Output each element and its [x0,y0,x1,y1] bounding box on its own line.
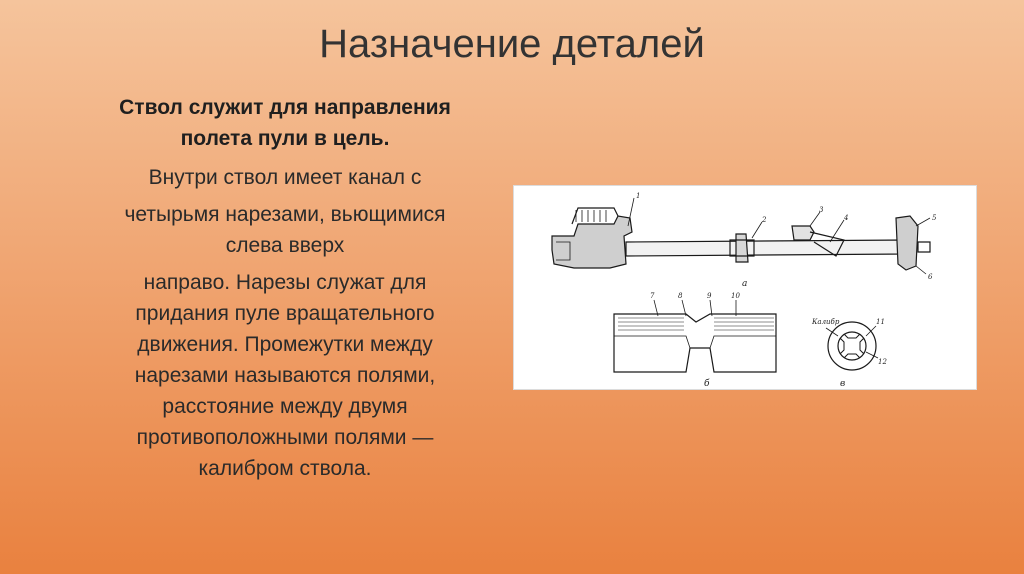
part-label-7: 7 [650,292,655,300]
caliber-label: Калибр [812,318,840,326]
caption-b: б [704,379,710,389]
barrel-diagram [513,185,977,390]
barrel-drawing [514,186,976,389]
body-line-9: противоположными полями — [136,426,434,449]
body-line-10: калибром ствола. [198,457,372,480]
body-line-5: придания пуле вращательного [135,302,435,325]
part-label-9: 9 [707,292,712,300]
part-label-1: 1 [636,192,641,200]
body-line-6: движения. Промежутки между [137,333,433,356]
part-label-8: 8 [678,292,683,300]
body-line-4: направо. Нарезы служат для [143,271,427,294]
part-label-10: 10 [731,292,740,300]
part-label-11: 11 [876,318,885,326]
part-label-2: 2 [762,216,767,224]
part-label-4: 4 [844,214,849,222]
text-block [60,92,510,484]
body-line-7: нарезами называются полями, [134,364,436,387]
part-label-12: 12 [878,358,887,366]
body-line-3: слева вверх [225,234,345,257]
bore-cross-section-view [826,322,878,370]
caption-v: в [840,379,846,389]
slide-title: Назначение деталей [319,22,705,66]
body-line-1: Внутри ствол имеет канал с [148,166,422,189]
bore-section-view [614,300,776,372]
part-label-5: 5 [932,214,937,222]
body-line-8: расстояние между двумя [162,395,408,418]
caption-a: а [742,279,748,289]
part-label-3: 3 [819,206,824,214]
body-line-2: четырьмя нарезами, вьющимися [124,203,446,226]
barrel-assembly-view [552,198,930,274]
lead-line-2: полета пули в цель. [180,127,390,150]
part-label-6: 6 [928,273,933,281]
lead-line-1: Ствол служит для направления [119,96,451,119]
